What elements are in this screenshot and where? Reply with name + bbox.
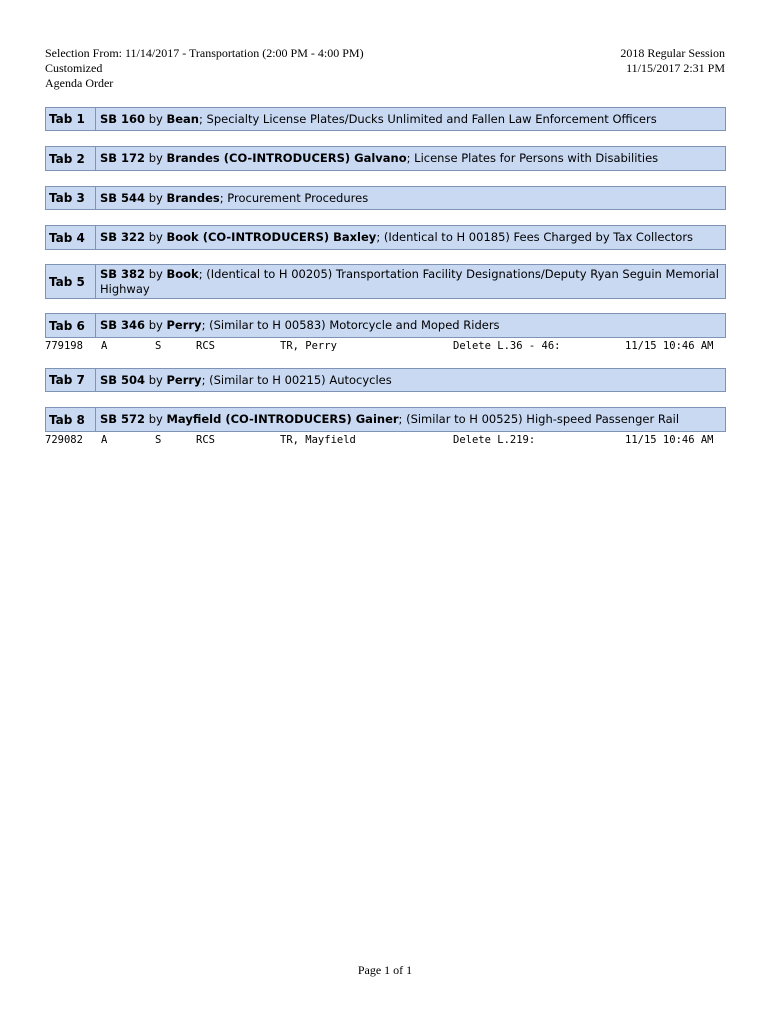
by-text: by	[148, 266, 163, 281]
customized-line: Customized	[45, 61, 103, 75]
amendment-time: 11/15 10:46 AM	[625, 340, 714, 352]
tab-label: Tab 1	[46, 108, 96, 130]
bill-number: SB 572	[100, 412, 146, 426]
bill-description: ; (Similar to H 00583) Motorcycle and Moped Riders	[201, 318, 500, 332]
by-text: by	[148, 412, 163, 426]
agenda-tab-7	[45, 368, 726, 392]
amendment-status: RCS	[196, 434, 215, 446]
report-header-right	[620, 46, 725, 76]
by-text: by	[148, 151, 163, 165]
amendment-type: A	[101, 340, 108, 352]
amendment-s: S	[155, 434, 162, 446]
bill-description: ; (Identical to H 00185) Fees Charged by Tax Collectors	[376, 230, 694, 244]
tab-label: Tab 7	[46, 369, 96, 391]
tab-label: Tab 5	[46, 265, 96, 298]
amendment-committee: TR, Perry	[280, 340, 337, 352]
session-line: 2018 Regular Session	[620, 46, 725, 60]
tab-label: Tab 2	[46, 147, 96, 170]
amendment-s: S	[155, 340, 162, 352]
sponsor: Mayfield (CO-INTRODUCERS) Gainer	[166, 412, 399, 426]
by-text: by	[148, 190, 163, 205]
agenda-tab-6	[45, 313, 726, 338]
bill-description: ; (Similar to H 00525) High-speed Passenger Rail	[398, 412, 680, 426]
bill-number: SB 172	[100, 151, 146, 165]
bill-number: SB 160	[100, 111, 146, 126]
tab-label: Tab 6	[46, 314, 96, 337]
amendment-committee: TR, Mayfield	[280, 434, 356, 446]
amendment-time: 11/15 10:46 AM	[625, 434, 714, 446]
agenda-tab-3	[45, 186, 726, 210]
sponsor: Perry	[166, 318, 202, 332]
agenda-order-line: Agenda Order	[45, 76, 114, 90]
sponsor: Bean	[166, 111, 199, 126]
bill-description: ; License Plates for Persons with Disabilities	[406, 151, 659, 165]
amendment-action: Delete L.219:	[453, 434, 536, 446]
agenda-tab-4	[45, 225, 726, 250]
bill-description: ; Procurement Procedures	[219, 190, 369, 205]
selection-line: Selection From: 11/14/2017 - Transportation (2:00 PM - 4:00 PM)	[45, 46, 364, 60]
agenda-tab-2	[45, 146, 726, 171]
amendment-id: 729082	[45, 434, 83, 446]
bill-number: SB 544	[100, 190, 146, 205]
tab-label: Tab 8	[46, 408, 96, 431]
agenda-tab-5	[45, 264, 726, 299]
amendment-id: 779198	[45, 340, 83, 352]
bill-number: SB 382	[100, 266, 146, 281]
tab-label: Tab 3	[46, 187, 96, 209]
amendment-type: A	[101, 434, 108, 446]
bill-number: SB 346	[100, 318, 146, 332]
by-text: by	[148, 372, 163, 387]
amendment-row	[45, 433, 726, 447]
bill-description: ; (Similar to H 00215) Autocycles	[201, 372, 392, 387]
bill-number: SB 504	[100, 372, 146, 387]
sponsor: Brandes (CO-INTRODUCERS) Galvano	[166, 151, 407, 165]
tab-label: Tab 4	[46, 226, 96, 249]
report-datetime: 11/15/2017 2:31 PM	[626, 61, 725, 75]
by-text: by	[148, 230, 163, 244]
sponsor: Book	[166, 266, 199, 281]
amendment-status: RCS	[196, 340, 215, 352]
page-number: Page 1 of 1	[357, 963, 413, 977]
sponsor: Perry	[166, 372, 202, 387]
by-text: by	[148, 111, 163, 126]
sponsor: Brandes	[166, 190, 220, 205]
amendment-action: Delete L.36 - 46:	[453, 340, 561, 352]
bill-number: SB 322	[100, 230, 146, 244]
bill-description: ; Specialty License Plates/Ducks Unlimited and Fallen Law Enforcement Officers	[199, 111, 657, 126]
by-text: by	[148, 318, 163, 332]
sponsor: Book (CO-INTRODUCERS) Baxley	[166, 230, 377, 244]
report-header-left	[45, 46, 364, 91]
agenda-tab-8	[45, 407, 726, 432]
bill-description: ; (Identical to H 00205) Transportation Facility Designations/Deputy Ryan Seguin Memorial Highway	[100, 266, 719, 296]
agenda-tab-1	[45, 107, 726, 131]
amendment-row	[45, 339, 726, 353]
